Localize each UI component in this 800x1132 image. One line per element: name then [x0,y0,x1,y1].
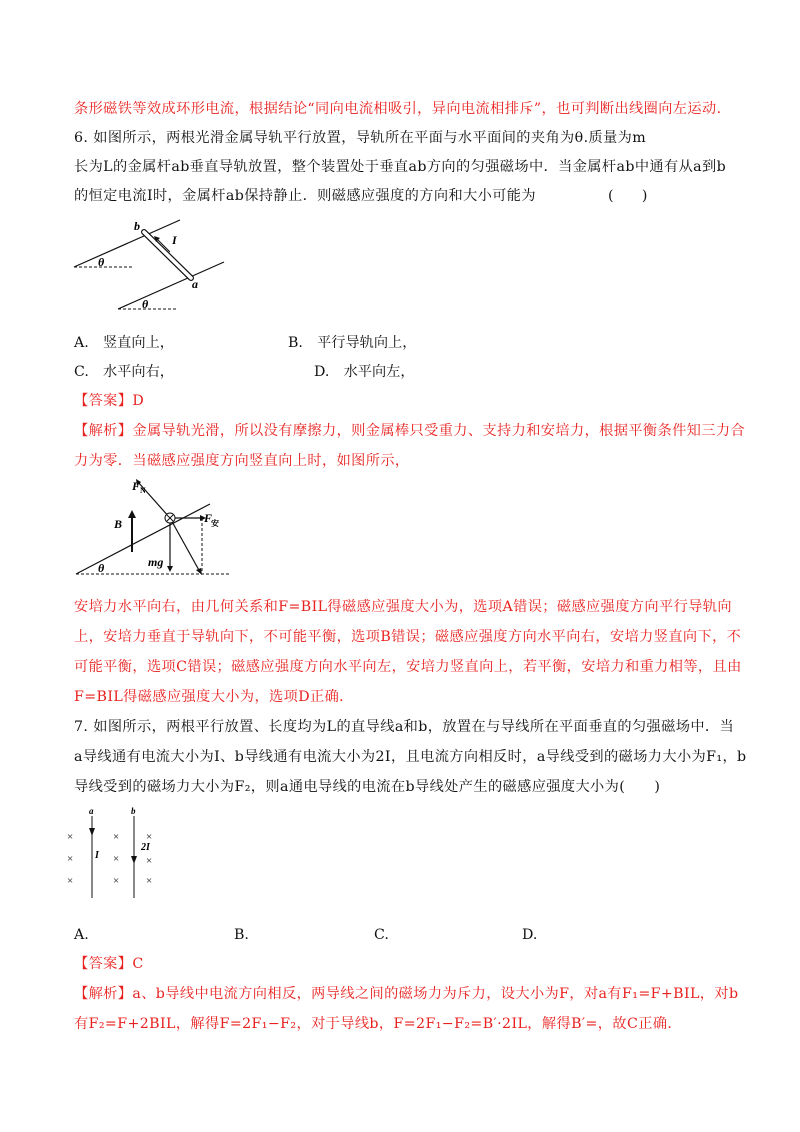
label-mg: mg [148,555,164,569]
svg-text:×: × [146,855,153,867]
label-fn-sub: N [140,486,146,495]
label-b-field: B [114,517,123,531]
label-wire-b: b [131,806,136,816]
upper-rail [74,220,180,267]
q6-stem-line1: 6. 如图所示，两根光滑金属导轨平行放置，导轨所在平面与水平面间的夹角为θ.质量为m [74,130,647,146]
q6-analysis-line6: F=BIL得磁感应强度大小为，选项D正确． [74,689,354,705]
lower-rail [118,262,224,309]
q6-analysis-line1: 【解析】金属导轨光滑，所以没有摩擦力，则金属棒只受重力、支持力和安培力，根据平衡条件知三力合 [74,423,746,439]
label-theta-1: θ [98,255,105,269]
b-arrowhead [128,510,136,518]
q6-stem-line2: 长为L的金属杆ab垂直导轨放置，整个装置处于垂直ab方向的匀强磁场中．当金属杆ab中通有从a到b [74,159,727,175]
svg-text:×: × [113,831,120,843]
wire-b-arrowhead [131,856,137,864]
svg-text:×: × [67,831,74,843]
q7-stem-line3: 导线受到的磁场力大小为F₂，则a通电导线的电流在b导线处产生的磁感应强度大小为( ) [74,779,661,795]
intro-line: 条形磁铁等效成环形电流，根据结论“同向电流相吸引，异向电流相排斥”，也可判断出线圈向左运动. [74,101,722,117]
label-current-I: I [95,850,99,861]
q7-option-b: B. [234,927,249,943]
label-current-2I: 2I [141,842,150,853]
svg-text:×: × [146,875,153,887]
svg-text:×: × [67,875,74,887]
label-theta-2: θ [142,297,149,311]
q6-rail-figure [60,212,240,312]
incline [76,504,213,574]
q7-option-a: A. [74,927,89,943]
q6-analysis-line3: 安培力水平向右，由几何关系和F=BIL得磁感应强度大小为，选项A错误；磁感应强度方向平行导轨向 [74,599,732,615]
label-f-an-sub: 安 [211,519,219,528]
q6-option-a: A. 竖直向上， [74,335,174,351]
q6-answer: 【答案】D [74,393,145,409]
q7-stem-line2: a导线通有电流大小为I、b导线通有电流大小为2I，且电流方向相反时，a导线受到的磁场力大小为F₁，b [74,749,747,765]
mg-arrowhead [167,566,173,572]
magnetic-field-crosses [67,831,152,887]
label-a: a [192,277,198,291]
svg-text:×: × [113,853,120,865]
q7-wire-figure [62,806,172,906]
label-f-an: F [204,511,213,525]
label-b: b [134,219,140,233]
q7-answer: 【答案】C [74,956,144,972]
q6-analysis-line2: 力为零．当磁感应强度方向竖直向上时，如图所示， [74,453,410,469]
q7-analysis-line2: 有F₂=F+2BIL，解得F=2F₁−F₂，对于导线b，F=2F₁−F₂=B′·2IL，解得B′=，故C正确． [74,1016,682,1032]
q6-analysis-line4: 上，安培力垂直于导轨向下，不可能平衡，选项B错误；磁感应强度方向水平向右，安培力竖直向下，不 [74,629,742,645]
label-theta: θ [98,561,105,575]
resultant-line [170,518,200,572]
label-I: I [172,233,177,247]
q7-option-d: D. [522,927,538,943]
q6-stem-line3: 的恒定电流I时，金属杆ab保持静止．则磁感应强度的方向和大小可能为 [74,188,536,204]
q6-answer-blank: ( ) [608,188,648,204]
q7-option-c: C. [374,927,389,943]
wire-a-arrowhead [89,828,95,836]
svg-text:×: × [146,831,153,843]
svg-text:×: × [67,853,74,865]
q6-option-c: C. 水平向右， [74,364,174,380]
q6-force-figure [70,476,260,581]
q7-stem-line1: 7. 如图所示，两根平行放置、长度均为L的直导线a和b，放置在与导线所在平面垂直的匀强磁场中．当 [74,719,735,735]
q6-option-d: D. 水平向左， [314,364,415,380]
q6-option-b: B. 平行导轨向上， [288,335,417,351]
q7-analysis-line1: 【解析】a、b导线中电流方向相反，两导线之间的磁场力为斥力，设大小为F，对a有F₁=F+BIL，对b [74,986,739,1002]
label-wire-a: a [89,806,94,816]
svg-text:×: × [113,875,120,887]
label-fn: F [132,479,141,493]
q6-analysis-line5: 可能平衡，选项C错误；磁感应强度方向水平向左，安培力竖直向上，若平衡，安培力和重力相等，且由 [74,659,742,675]
